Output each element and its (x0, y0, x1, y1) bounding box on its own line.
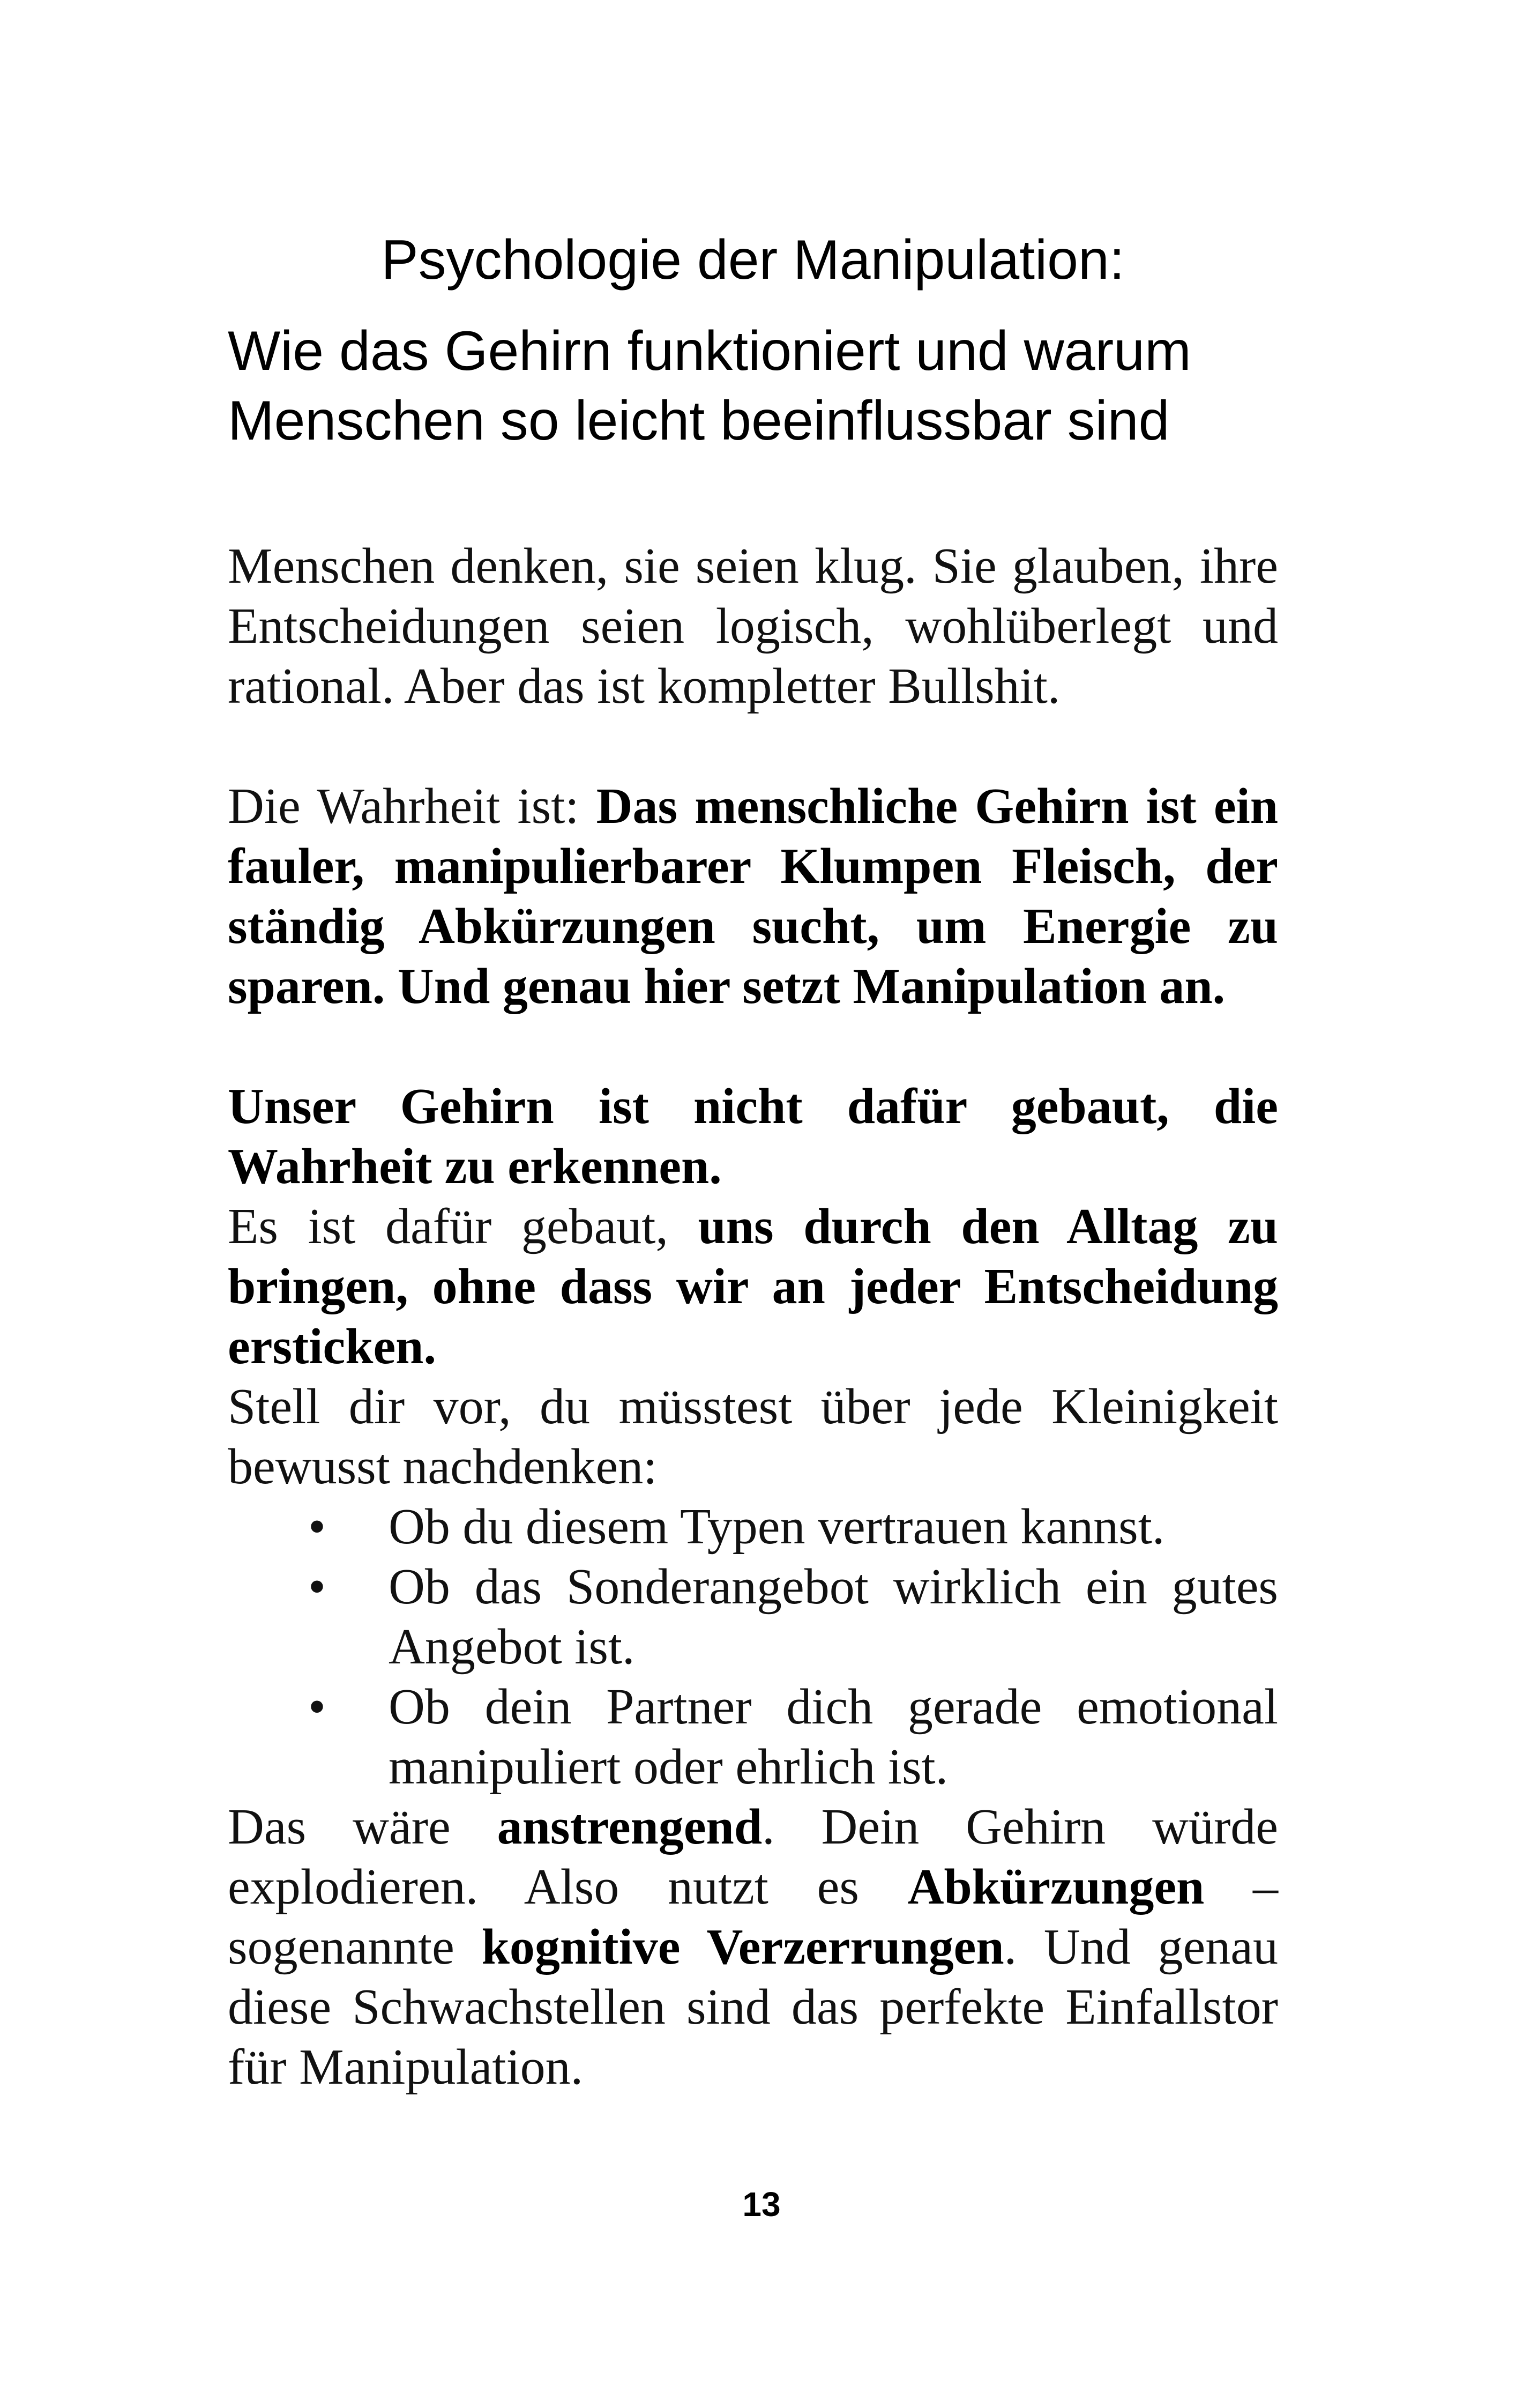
paragraph-gap (228, 1016, 1278, 1076)
page-content (228, 225, 1278, 2097)
paragraph-6-bold-2: Abkürzungen (907, 1859, 1205, 1915)
subtitle-line-1: Wie das Gehirn funktioniert und warum (228, 320, 1191, 382)
list-item-text: Ob du diesem Typen vertrauen kannst. (389, 1499, 1165, 1555)
paragraph-6-text-2: . Dein Gehirn würde explodieren. Also nutzt es (228, 1799, 1278, 1915)
bullet-dot: • (308, 1559, 326, 1615)
list-item (308, 1497, 1278, 1557)
paragraph-2-bold: Das menschliche Gehirn ist ein fauler, manipulierbarer Klumpen Fleisch, der ständig Abkürzungen sucht, um Energie zu sparen. Und genau hier setzt Manipulation an. (228, 778, 1278, 1014)
list-item-text: Ob dein Partner dich gerade emotional manipuliert oder ehrlich ist. (389, 1679, 1278, 1795)
paragraph-5: Stell dir vor, du müsstest über jede Kleinigkeit bewusst nachdenken: (228, 1379, 1278, 1495)
list-item (308, 1557, 1278, 1677)
paragraph-3-bold: Unser Gehirn ist nicht dafür gebaut, die Wahrheit zu erkennen. (228, 1079, 1278, 1194)
bullet-dot: • (308, 1499, 326, 1555)
paragraph-2 (228, 776, 1278, 1016)
paragraph-6-text-1: Das wäre (228, 1799, 497, 1855)
subtitle-line-2: Menschen so leicht beeinflussbar sind (228, 390, 1170, 452)
paragraph-6-bold-1: anstrengend (497, 1799, 763, 1855)
list-item (308, 1677, 1278, 1797)
paragraph-3 (228, 1076, 1278, 1196)
paragraph-6 (228, 1797, 1278, 2097)
paragraph-4-intro: Es ist dafür gebaut, (228, 1199, 698, 1254)
paragraph-4-bold: uns durch den Alltag zu bringen, ohne dass wir an jeder Entscheidung ersticken. (228, 1199, 1278, 1374)
paragraph-gap (228, 716, 1278, 776)
chapter-title: Psychologie der Manipulation: (381, 229, 1125, 291)
paragraph-1: Menschen denken, sie seien klug. Sie glauben, ihre Entscheidungen seien logisch, wohlüberlegt und rational. Aber das ist kompletter Bullshit. (228, 538, 1278, 714)
list-item-text: Ob das Sonderangebot wirklich ein gutes Angebot ist. (389, 1559, 1278, 1675)
bullet-list (228, 1497, 1278, 1797)
paragraph-2-intro: Die Wahrheit ist: (228, 778, 596, 834)
page-number: 13 (742, 2185, 781, 2224)
paragraph-4 (228, 1196, 1278, 1377)
paragraph-6-text-3: – sogenannte (228, 1859, 1278, 1975)
paragraph-6-text-4: . Und genau diese Schwachstellen sind das perfekte Einfallstor für Manipulation. (228, 1919, 1278, 2095)
bullet-dot: • (308, 1679, 326, 1735)
chapter-subtitle (228, 316, 1278, 456)
paragraph-6-bold-3: kognitive Verzerrungen (481, 1919, 1004, 1975)
